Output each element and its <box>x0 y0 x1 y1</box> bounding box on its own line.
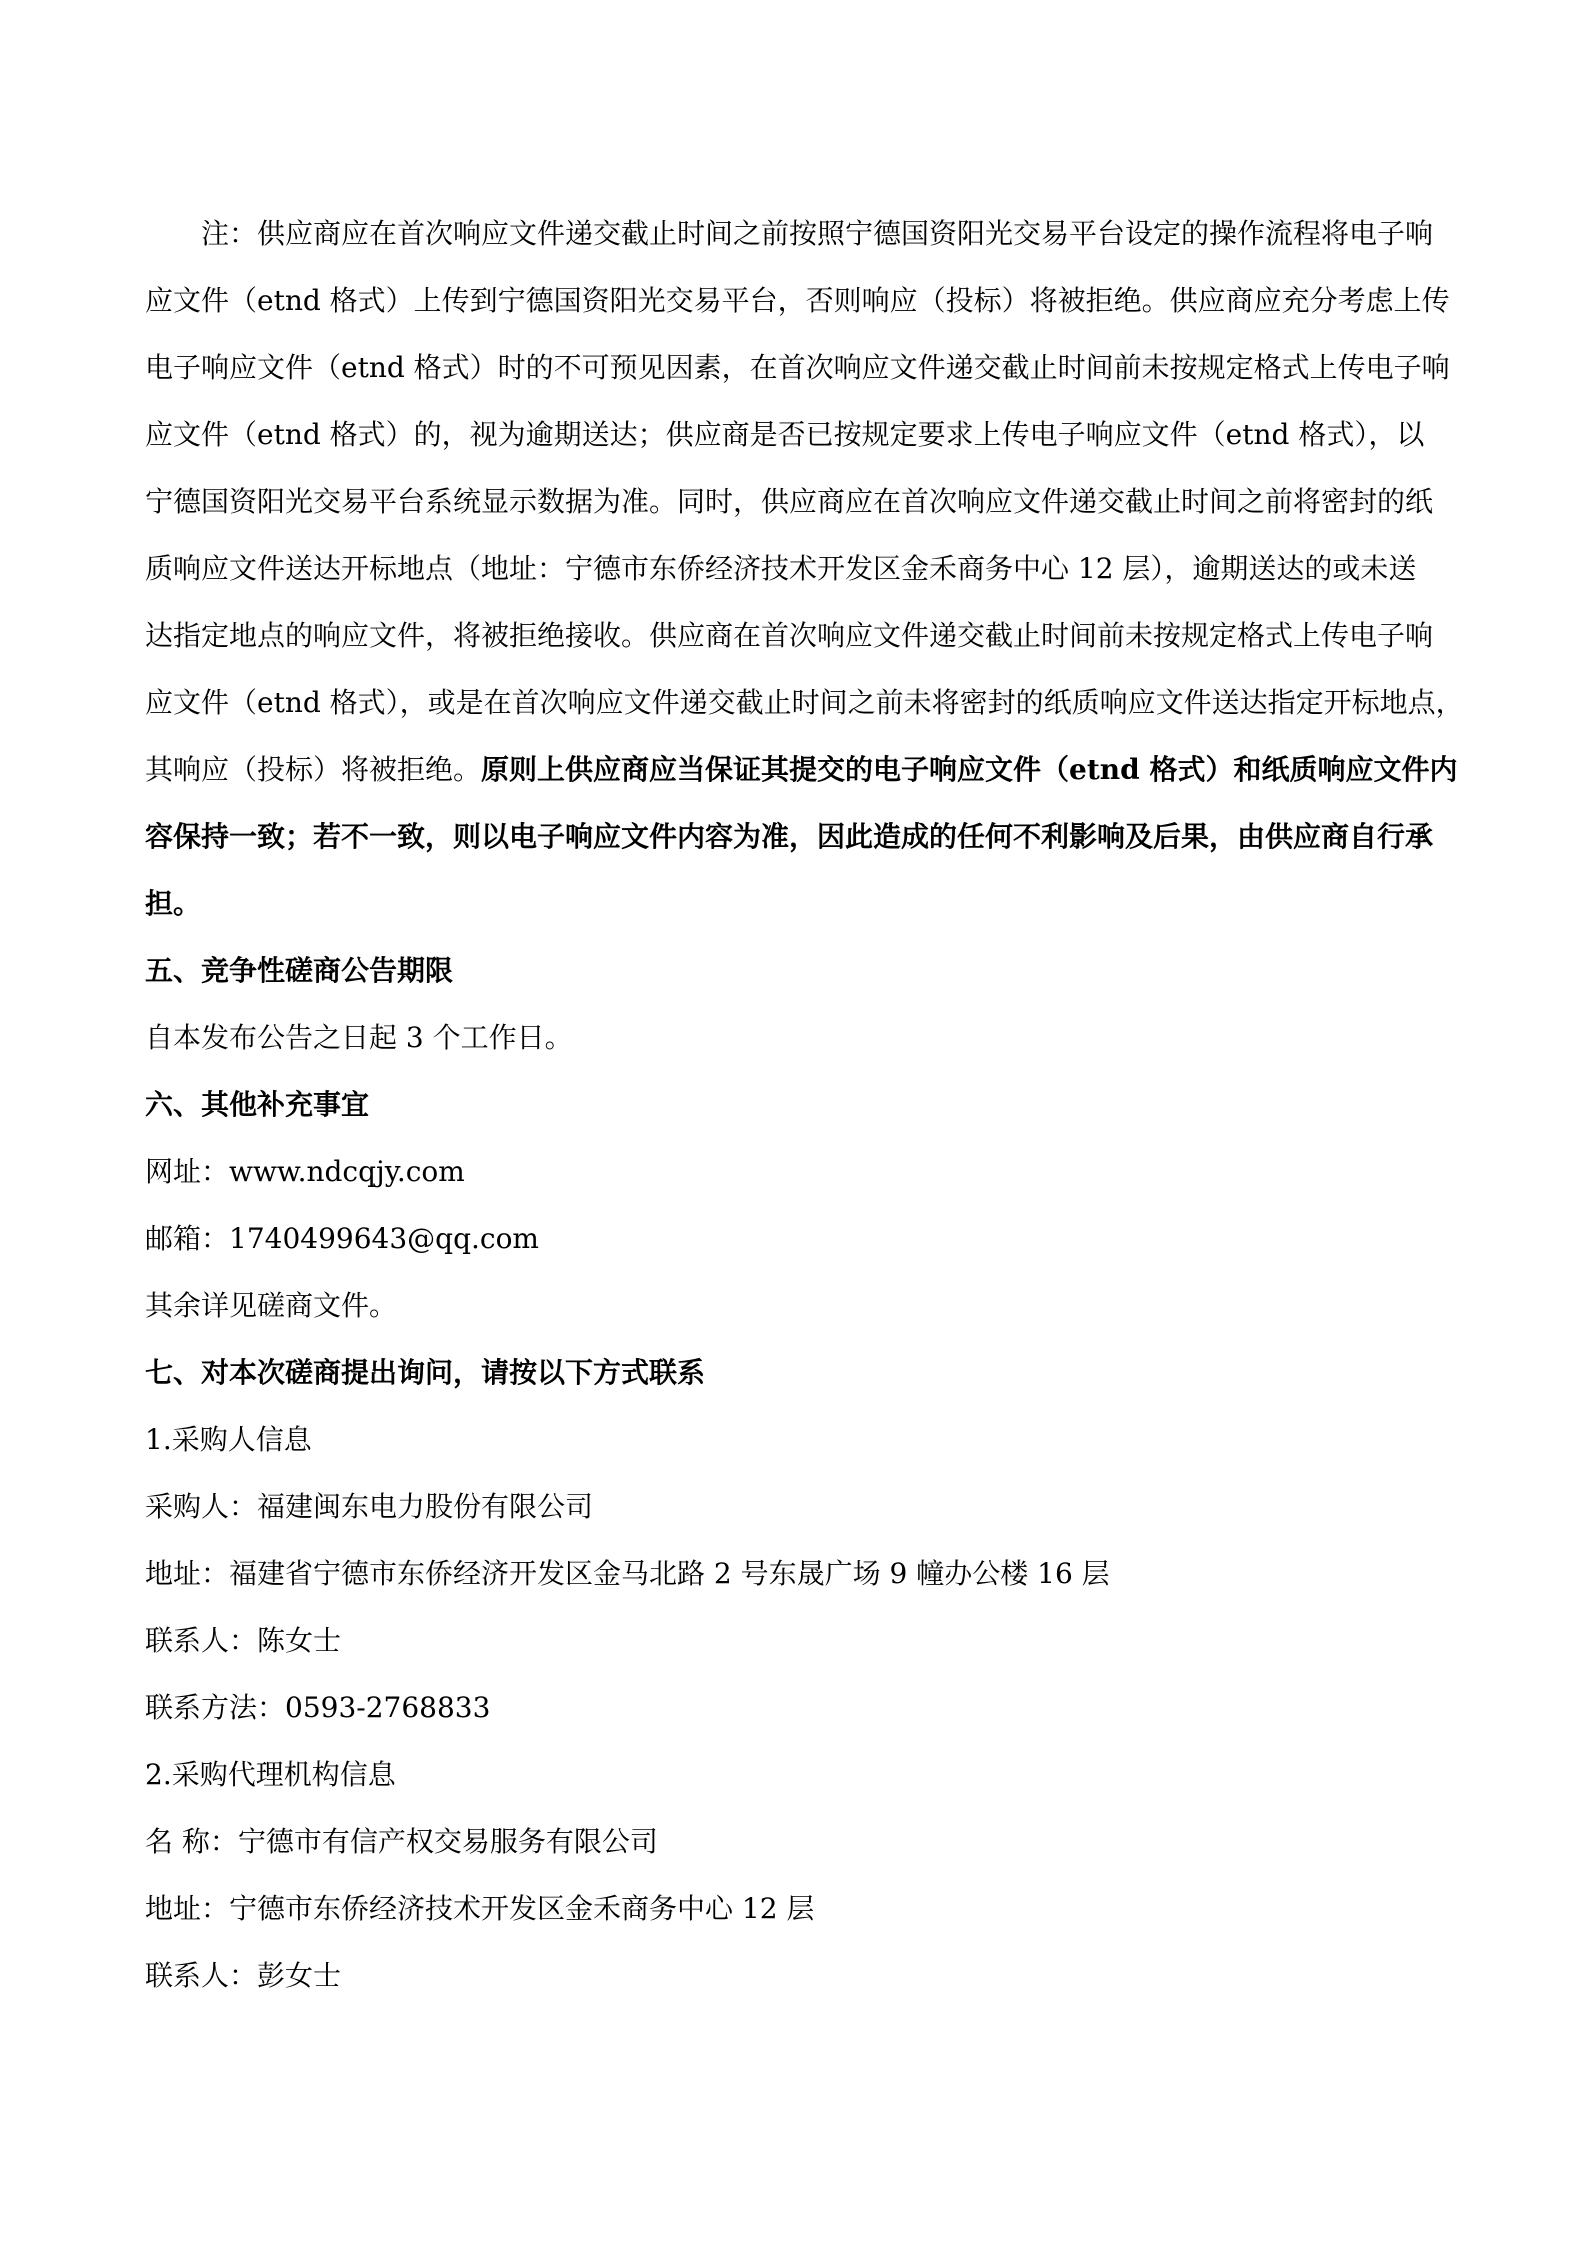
note-paragraph-line: 注：供应商应在首次响应文件递交截止时间之前按照宁德国资阳光交易平台设定的操作流程将电子响 <box>201 217 1434 250</box>
document-body <box>145 200 1464 2009</box>
note-paragraph-line: 应文件（etnd 格式）上传到宁德国资阳光交易平台，否则响应（投标）将被拒绝。供应商应充分考虑上传 <box>145 284 1450 317</box>
note-paragraph-line: 应文件（etnd 格式），或是在首次响应文件递交截止时间之前未将密封的纸质响应文件送达指定开标地点， <box>145 686 1464 719</box>
purchaser-contact-line: 联系人：陈女士 <box>145 1624 342 1657</box>
note-paragraph-line-bold: 担。 <box>145 887 202 920</box>
note-text-normal: 其响应（投标）将被拒绝。 <box>145 753 482 786</box>
agency-name-line: 名 称：宁德市有信产权交易服务有限公司 <box>145 1825 658 1858</box>
announcement-period-line: 自本发布公告之日起 3 个工作日。 <box>145 1021 573 1054</box>
website-line: 网址：www.ndcqjy.com <box>145 1155 465 1188</box>
other-details-line: 其余详见磋商文件。 <box>145 1289 398 1322</box>
section-6-heading: 六、其他补充事宜 <box>145 1088 370 1121</box>
note-paragraph-line: 达指定地点的响应文件，将被拒绝接收。供应商在首次响应文件递交截止时间前未按规定格式上传电子响 <box>145 619 1434 652</box>
purchaser-name-line: 采购人：福建闽东电力股份有限公司 <box>145 1490 594 1523</box>
purchaser-phone-line: 联系方法：0593-2768833 <box>145 1691 491 1724</box>
note-paragraph-line: 质响应文件送达开标地点（地址：宁德市东侨经济技术开发区金禾商务中心 12 层），逾期送达的或未送 <box>145 552 1417 585</box>
note-paragraph-line: 宁德国资阳光交易平台系统显示数据为准。同时，供应商应在首次响应文件递交截止时间之前将密封的纸 <box>145 485 1434 518</box>
agency-address-line: 地址：宁德市东侨经济技术开发区金禾商务中心 12 层 <box>145 1892 815 1925</box>
section-7-heading: 七、对本次磋商提出询问，请按以下方式联系 <box>145 1356 706 1389</box>
note-text-bold: 原则上供应商应当保证其提交的电子响应文件（etnd 格式）和纸质响应文件内 <box>481 753 1458 786</box>
note-paragraph-line: 电子响应文件（etnd 格式）时的不可预见因素，在首次响应文件递交截止时间前未按规定格式上传电子响 <box>145 351 1450 384</box>
note-paragraph-line: 应文件（etnd 格式）的，视为逾期送达；供应商是否已按规定要求上传电子响应文件（etnd 格式），以 <box>145 418 1425 451</box>
purchaser-address-line: 地址：福建省宁德市东侨经济开发区金马北路 2 号东晟广场 9 幢办公楼 16 层 <box>145 1557 1110 1590</box>
section-5-heading: 五、竞争性磋商公告期限 <box>145 954 454 987</box>
agency-contact-line: 联系人：彭女士 <box>145 1959 342 1992</box>
note-paragraph-line-bold: 容保持一致；若不一致，则以电子响应文件内容为准，因此造成的任何不利影响及后果，由供应商自行承 <box>145 820 1434 853</box>
note-paragraph-line <box>145 736 1458 803</box>
agency-info-title: 2.采购代理机构信息 <box>145 1758 396 1791</box>
email-line: 邮箱：1740499643@qq.com <box>145 1222 539 1255</box>
purchaser-info-title: 1.采购人信息 <box>145 1423 312 1456</box>
